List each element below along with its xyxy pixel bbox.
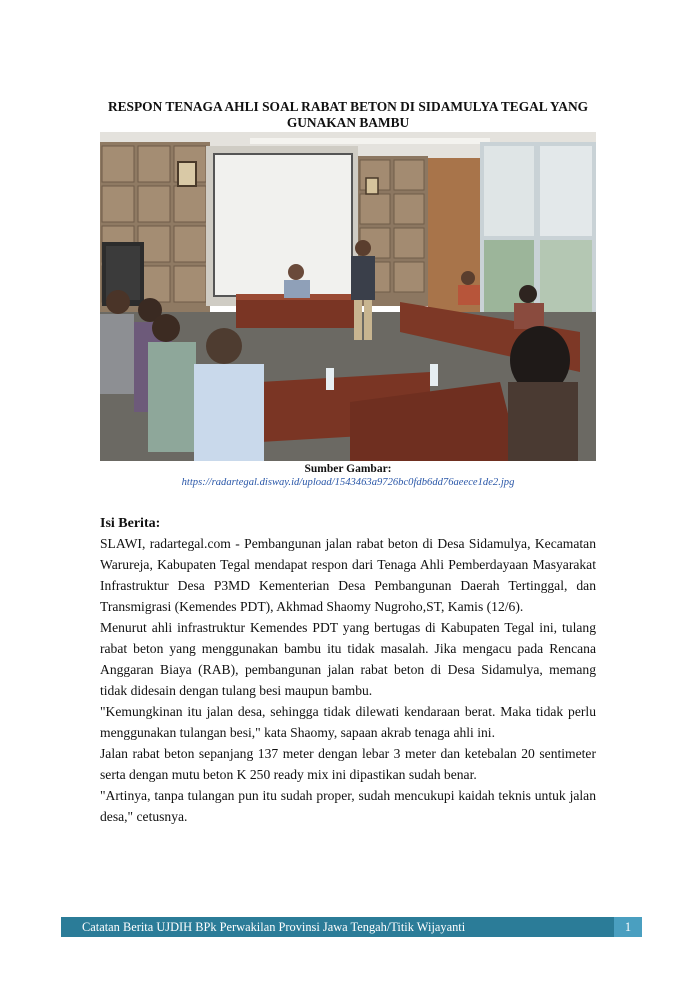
footer-text: Catatan Berita UJDIH BPk Perwakilan Provinsi Jawa Tengah/Titik Wijayanti xyxy=(82,920,466,934)
article-title: RESPON TENAGA AHLI SOAL RABAT BETON DI SIDAMULYA TEGAL YANG GUNAKAN BAMBU xyxy=(107,99,589,130)
page-footer xyxy=(61,917,642,937)
news-photo xyxy=(100,132,596,461)
section-label: Isi Berita: xyxy=(100,516,161,531)
paragraph: Jalan rabat beton sepanjang 137 meter dengan lebar 3 meter dan ketebalan 20 sentimeter serta dengan mutu beton K 250 ready mix ini dipastikan sudah benar. xyxy=(100,746,596,782)
article-body xyxy=(100,533,596,827)
paragraph: "Artinya, tanpa tulangan pun itu sudah proper, sudah mencukupi kaidah teknis untuk jalan desa," cetusnya. xyxy=(100,788,596,824)
page-number: 1 xyxy=(614,917,642,937)
paragraph: Menurut ahli infrastruktur Kemendes PDT yang bertugas di Kabupaten Tegal ini, tulang rabat beton yang menggunakan bambu itu tidak masalah. Jika mengacu pada Rencana Anggaran Biaya (RAB), pembangunan jalan rabat beton di Desa Sidamulya, memang tidak didesain dengan tulang besi maupun bambu. xyxy=(100,620,596,698)
image-source-link[interactable]: https://radartegal.disway.id/upload/1543463a9726bc0fdb6dd76aeece1de2.jpg xyxy=(181,477,515,488)
image-caption-label: Sumber Gambar: xyxy=(304,463,392,475)
paragraph: "Kemungkinan itu jalan desa, sehingga tidak dilewati kendaraan berat. Maka tidak perlu menggunakan tulangan besi," kata Shaomy, sapaan akrab tenaga ahli ini. xyxy=(100,704,596,740)
paragraph: SLAWI, radartegal.com - Pembangunan jalan rabat beton di Desa Sidamulya, Kecamatan Warureja, Kabupaten Tegal mendapat respon dari Tenaga Ahli Pemberdayaan Masyarakat Infrastruktur Desa P3MD Kementerian Desa Pembangunan Daerah Tertinggal, dan Transmigrasi (Kemendes PDT), Akhmad Shaomy Nugroho,ST, Kamis (12/6). xyxy=(100,536,596,614)
